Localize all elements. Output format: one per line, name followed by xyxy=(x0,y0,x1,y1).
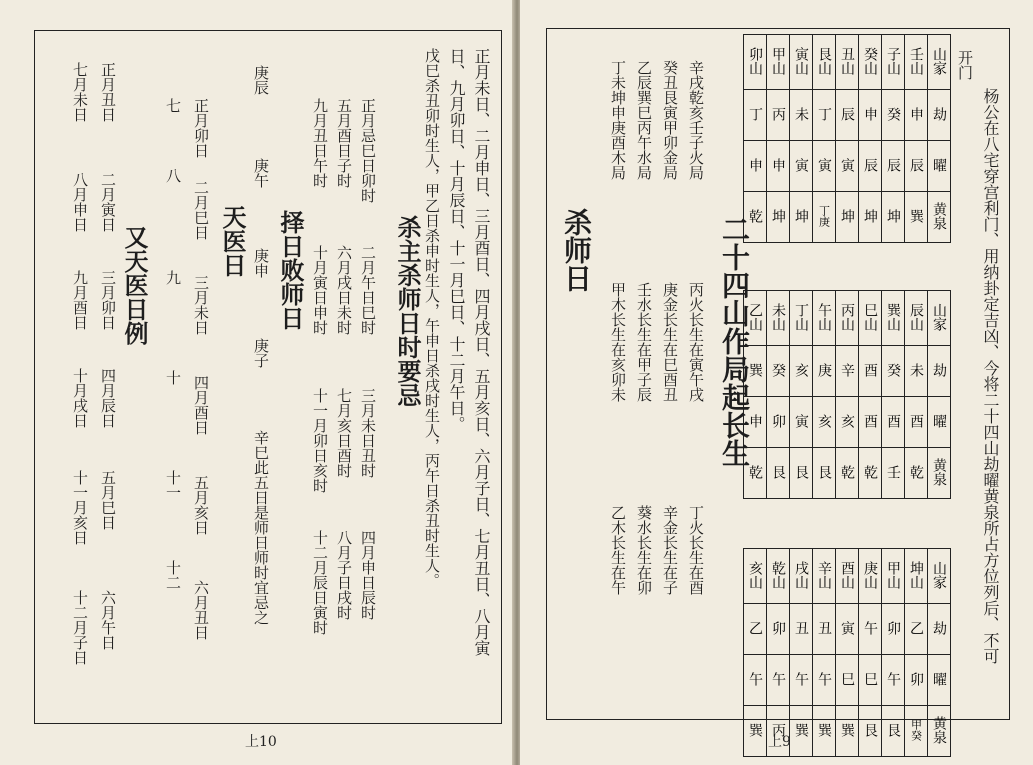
table-header-cell: 曜 xyxy=(928,141,951,192)
tian-yi-m10: 十 xyxy=(164,370,182,385)
table-cell: 癸 xyxy=(767,346,790,397)
table-cell: 坤 xyxy=(767,192,790,243)
right-page-intro: 杨公在八宅穿宫利门、用纳卦定吉凶、今将二十四山劫曜黄泉所占方位列后、不可 xyxy=(981,88,1000,664)
jie-yao-table-3 xyxy=(743,548,951,757)
table-cell: 巳 xyxy=(836,655,859,706)
table-header-cell: 黄泉 xyxy=(928,192,951,243)
you-tian-yi-m5: 五月巳日 xyxy=(99,470,117,530)
you-tian-yi-m7: 七月未日 xyxy=(71,62,89,122)
tian-yi-m6: 六月丑日 xyxy=(192,580,210,640)
table-cell: 寅 xyxy=(813,141,836,192)
table-cell: 戌山 xyxy=(790,549,813,604)
table-cell: 丁山 xyxy=(790,291,813,346)
table-cell: 乾山 xyxy=(767,549,790,604)
bai-shi-day-4: 庚子 xyxy=(252,338,270,368)
table-cell: 艮 xyxy=(767,448,790,499)
bai-shi-day-5: 辛巳此五日是师日师时宜忌之 xyxy=(252,430,270,625)
table-cell: 寅 xyxy=(790,141,813,192)
tian-yi-m9: 九 xyxy=(164,270,182,285)
table-cell: 亥山 xyxy=(744,549,767,604)
table-cell: 庚 xyxy=(813,346,836,397)
left-page xyxy=(0,0,514,765)
table-cell: 坤 xyxy=(882,192,905,243)
table-cell: 丙 xyxy=(767,90,790,141)
table-cell: 乙 xyxy=(905,604,928,655)
sha-zhu-intro-2: 日、九月卯日、十月辰日、十一月巳日、十二月午日。 xyxy=(447,48,466,432)
table-cell: 坤 xyxy=(859,192,882,243)
table-cell: 艮 xyxy=(790,448,813,499)
chang-sheng-3b: 葵水长生在卯 xyxy=(635,505,653,595)
tian-yi-m1: 正月卯日 xyxy=(192,98,210,158)
you-tian-yi-title: 又天医日例 xyxy=(120,225,149,345)
table-cell: 癸 xyxy=(882,90,905,141)
sha-zhu-title: 杀主杀师日时要忌 xyxy=(393,215,422,407)
sha-zhu-intro-3: 戊巳杀丑卯时生人，甲乙日杀申时生人，午申日杀戌时生人，丙午日杀丑时生人。 xyxy=(423,48,441,588)
table-header-cell: 曜 xyxy=(928,655,951,706)
table-cell: 巽 xyxy=(813,706,836,757)
table-cell: 寅山 xyxy=(790,35,813,90)
table-cell: 申 xyxy=(905,90,928,141)
bai-shi-day-3: 庚申 xyxy=(252,248,270,278)
chang-sheng-1b: 丁火长生在酉 xyxy=(687,505,705,595)
chang-sheng-title: 二十四山作局起长生 xyxy=(718,215,751,467)
sha-zhu-row3-a: 九月丑日午时 xyxy=(311,98,329,188)
table-cell: 午 xyxy=(859,604,882,655)
you-tian-yi-m9: 九月酉日 xyxy=(71,270,89,330)
table-cell: 艮 xyxy=(813,448,836,499)
table-cell: 巽 xyxy=(905,192,928,243)
tian-yi-m4: 四月酉日 xyxy=(192,375,210,435)
table-cell: 申 xyxy=(744,397,767,448)
table-cell: 癸 xyxy=(882,346,905,397)
table-cell: 卯山 xyxy=(744,35,767,90)
table-cell: 亥 xyxy=(813,397,836,448)
chang-sheng-3a: 壬水长生在甲子辰 xyxy=(635,282,653,402)
table-cell: 巽 xyxy=(744,706,767,757)
table-cell: 寅 xyxy=(836,141,859,192)
sha-zhu-intro-1: 正月未日、二月申日、三月酉日、四月戌日、五月亥日、六月子日、七月丑日、八月寅 xyxy=(472,48,491,656)
table-cell: 午山 xyxy=(813,291,836,346)
table-cell: 卯 xyxy=(882,604,905,655)
table-cell: 午 xyxy=(790,655,813,706)
table-cell: 酉 xyxy=(859,346,882,397)
tian-yi-title: 天医日 xyxy=(218,205,247,277)
table-cell: 乾 xyxy=(744,448,767,499)
table-header-cell: 黄泉 xyxy=(928,706,951,757)
chang-sheng-4a: 甲木长生在亥卯未 xyxy=(609,282,627,402)
table-cell: 乾 xyxy=(859,448,882,499)
sha-zhu-row1-d: 四月申日辰时 xyxy=(359,530,377,620)
sha-zhu-row1-c: 三月未日丑时 xyxy=(359,388,377,478)
table-cell: 壬山 xyxy=(905,35,928,90)
table-cell: 寅 xyxy=(790,397,813,448)
tian-yi-m7: 七 xyxy=(164,98,182,113)
table-cell: 乾 xyxy=(905,448,928,499)
right-page-number: 上9 xyxy=(768,734,791,750)
table-cell: 申 xyxy=(744,141,767,192)
sha-zhu-row1-b: 二月午日巳时 xyxy=(359,245,377,335)
table-cell: 坤 xyxy=(790,192,813,243)
table-cell: 艮山 xyxy=(813,35,836,90)
ju-3: 乙辰巽巳丙午水局 xyxy=(635,60,653,180)
tian-yi-m2: 二月巳日 xyxy=(192,180,210,240)
table-cell: 卯 xyxy=(767,397,790,448)
table-cell: 子山 xyxy=(882,35,905,90)
table-cell: 辰 xyxy=(836,90,859,141)
table-header-cell: 黄泉 xyxy=(928,448,951,499)
you-tian-yi-m10: 十月戌日 xyxy=(71,368,89,428)
you-tian-yi-m3: 三月卯日 xyxy=(99,270,117,330)
table-cell: 艮 xyxy=(859,706,882,757)
jie-yao-table-1 xyxy=(743,34,951,243)
table-cell: 丙 xyxy=(767,706,790,757)
table-cell: 丙山 xyxy=(836,291,859,346)
table-cell: 申 xyxy=(767,141,790,192)
table-cell: 丑 xyxy=(813,604,836,655)
you-tian-yi-m4: 四月辰日 xyxy=(99,368,117,428)
table-cell: 艮 xyxy=(882,706,905,757)
table-cell: 午 xyxy=(744,655,767,706)
ju-1: 辛戌乾亥壬子火局 xyxy=(687,60,705,180)
table-cell: 庚山 xyxy=(859,549,882,604)
table-cell: 卯 xyxy=(905,655,928,706)
table-cell: 卯 xyxy=(767,604,790,655)
table-cell: 酉 xyxy=(905,397,928,448)
ju-4: 丁未坤申庚酉木局 xyxy=(609,60,627,180)
table-cell: 巳 xyxy=(859,655,882,706)
table-cell: 癸山 xyxy=(859,35,882,90)
sha-zhu-row3-c: 十一月卯日亥时 xyxy=(311,388,329,493)
table-cell: 未 xyxy=(790,90,813,141)
table-cell: 甲癸 xyxy=(905,706,928,757)
table-cell: 辰 xyxy=(882,141,905,192)
table-header-cell: 山家 xyxy=(928,35,951,90)
table-cell: 寅 xyxy=(836,604,859,655)
table-header-cell: 曜 xyxy=(928,397,951,448)
table-cell: 辛 xyxy=(836,346,859,397)
tian-yi-m3: 三月未日 xyxy=(192,275,210,335)
table-cell: 辰 xyxy=(905,141,928,192)
table-cell: 辛山 xyxy=(813,549,836,604)
table-cell: 乾 xyxy=(744,192,767,243)
you-tian-yi-m11: 十一月亥日 xyxy=(71,470,89,545)
jie-yao-table-2 xyxy=(743,290,951,499)
left-page-number: 上10 xyxy=(245,734,277,750)
table-cell: 丑 xyxy=(790,604,813,655)
table-cell: 辰 xyxy=(859,141,882,192)
table-cell: 乙山 xyxy=(744,291,767,346)
table-cell: 申 xyxy=(859,90,882,141)
you-tian-yi-m1: 正月丑日 xyxy=(99,62,117,122)
right-page-header: 开门 xyxy=(956,50,974,80)
table-cell: 午 xyxy=(882,655,905,706)
table-cell: 丑山 xyxy=(836,35,859,90)
you-tian-yi-m6: 六月午日 xyxy=(99,590,117,650)
table-cell: 酉山 xyxy=(836,549,859,604)
tian-yi-m12: 十二 xyxy=(164,560,182,590)
table-cell: 午 xyxy=(813,655,836,706)
table-cell: 坤 xyxy=(836,192,859,243)
table-header-cell: 劫 xyxy=(928,346,951,397)
table-cell: 午 xyxy=(767,655,790,706)
table-cell: 甲山 xyxy=(882,549,905,604)
you-tian-yi-m12: 十二月子日 xyxy=(71,590,89,665)
sha-shi-title: 杀师日 xyxy=(560,208,593,292)
table-cell: 酉 xyxy=(859,397,882,448)
table-cell: 坤山 xyxy=(905,549,928,604)
table-cell: 壬 xyxy=(882,448,905,499)
table-cell: 巽山 xyxy=(882,291,905,346)
table-header-cell: 山家 xyxy=(928,291,951,346)
bai-shi-day-1: 庚辰 xyxy=(252,65,270,95)
you-tian-yi-m8: 八月申日 xyxy=(71,172,89,232)
sha-zhu-row2-c: 七月亥日酉时 xyxy=(335,388,353,478)
table-cell: 甲山 xyxy=(767,35,790,90)
table-cell: 丁 xyxy=(813,90,836,141)
table-cell: 未山 xyxy=(767,291,790,346)
you-tian-yi-m2: 二月寅日 xyxy=(99,172,117,232)
sha-zhu-row2-a: 五月酉日子时 xyxy=(335,98,353,188)
table-cell: 丁 xyxy=(744,90,767,141)
sha-zhu-row2-b: 六月戌日未时 xyxy=(335,245,353,335)
table-header-cell: 劫 xyxy=(928,90,951,141)
tian-yi-m11: 十一 xyxy=(164,470,182,500)
ju-2: 癸丑艮寅甲卯金局 xyxy=(661,60,679,180)
sha-zhu-row1-a: 正月忌巳日卯时 xyxy=(359,98,377,203)
table-header-cell: 劫 xyxy=(928,604,951,655)
table-header-cell: 山家 xyxy=(928,549,951,604)
chang-sheng-2b: 辛金长生在子 xyxy=(661,505,679,595)
right-page xyxy=(520,0,1033,765)
table-cell: 亥 xyxy=(790,346,813,397)
bai-shi-day-2: 庚午 xyxy=(252,158,270,188)
tian-yi-m8: 八 xyxy=(164,168,182,183)
table-cell: 巽 xyxy=(744,346,767,397)
chang-sheng-1a: 丙火长生在寅午戌 xyxy=(687,282,705,402)
chang-sheng-2a: 庚金长生在巳酉丑 xyxy=(661,282,679,402)
table-cell: 巽 xyxy=(836,706,859,757)
table-cell: 乾 xyxy=(836,448,859,499)
table-cell: 丁庚 xyxy=(813,192,836,243)
chang-sheng-4b: 乙木长生在午 xyxy=(609,505,627,595)
sha-zhu-row2-d: 八月子日戌时 xyxy=(335,530,353,620)
sha-zhu-row3-b: 十月寅日申时 xyxy=(311,245,329,335)
bai-shi-title: 择日败师日 xyxy=(276,210,305,330)
sha-zhu-row3-d: 十二月辰日寅时 xyxy=(311,530,329,635)
table-cell: 巽 xyxy=(790,706,813,757)
table-cell: 乙 xyxy=(744,604,767,655)
table-cell: 酉 xyxy=(882,397,905,448)
table-cell: 未 xyxy=(905,346,928,397)
tian-yi-m5: 五月亥日 xyxy=(192,475,210,535)
table-cell: 亥 xyxy=(836,397,859,448)
table-cell: 巳山 xyxy=(859,291,882,346)
table-cell: 辰山 xyxy=(905,291,928,346)
